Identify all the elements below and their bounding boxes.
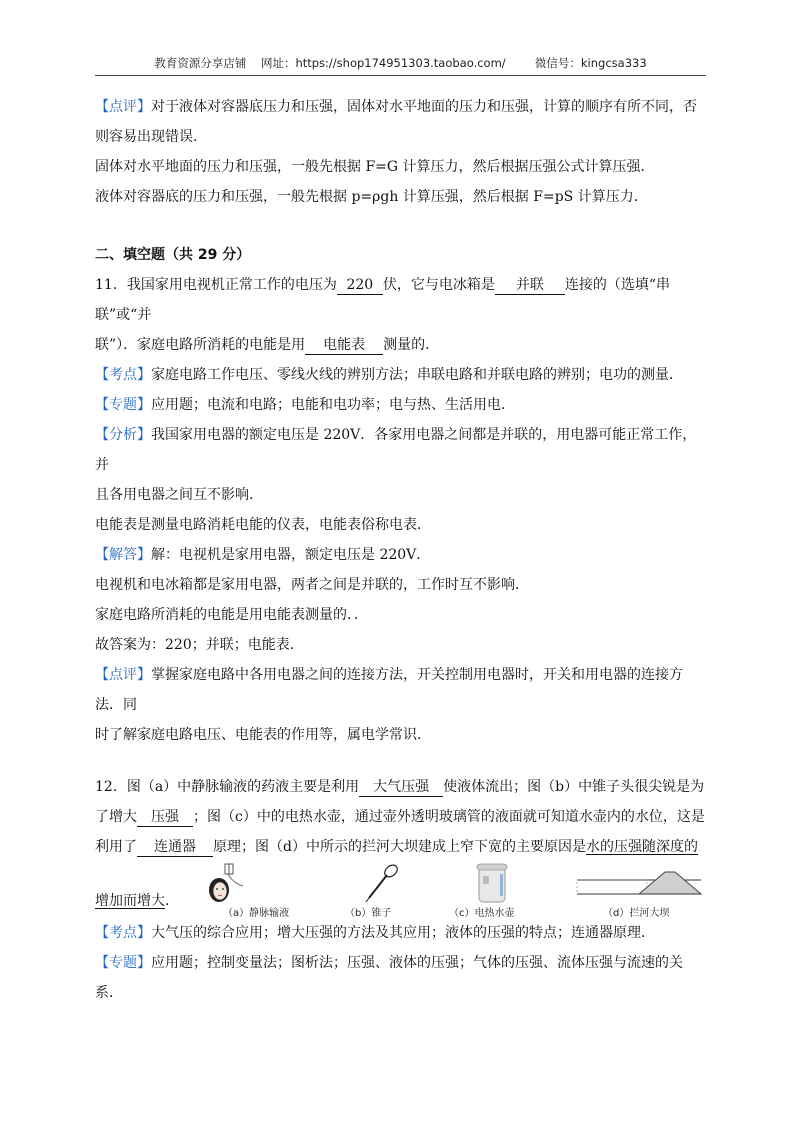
q12-stem-line3: 利用了 连通器 原理；图（d）中所示的拦河大坝建成上窄下宽的主要原因是水的压强随深度的 xyxy=(95,839,698,855)
dam-illustration xyxy=(575,862,705,904)
prev-comment-line2: 则容易出现错误． xyxy=(95,129,207,145)
q12-figures xyxy=(195,862,711,918)
q11-stem-line2: 联”）．家庭电路所消耗的电能是用 电能表 测量的． xyxy=(95,337,440,353)
q11-jieda-line1: 【解答】解：电视机是家用电器，额定电压是 220V． xyxy=(95,547,431,563)
q12-answer-b: 压强 xyxy=(137,808,193,827)
q12-answer-d-part2: 增加而增大 xyxy=(95,893,165,909)
q11-zhuanti: 【专题】应用题；电流和电路；电能和电功率；电与热、生活用电． xyxy=(95,397,515,413)
comment-tag: 【点评】 xyxy=(95,99,151,115)
figure-b xyxy=(335,862,425,918)
q11-jieda-line2: 电视机和电冰箱都是家用电器，两者之间是并联的，工作时互不影响． xyxy=(95,577,529,593)
q11-answer-meter: 电能表 xyxy=(305,336,383,355)
q11-dianping-line2: 时了解家庭电路电压、电能表的作用等，属电学常识． xyxy=(95,727,431,743)
q11-answer-voltage: 220 xyxy=(337,276,383,295)
q12-answer-d-part1: 水的压强随深度的 xyxy=(585,839,698,855)
q11-jieda-line4: 故答案为：220；并联；电能表． xyxy=(95,637,304,653)
q11-fenxi-line2: 且各用电器之间互不影响． xyxy=(95,487,263,503)
figure-b-caption: （b）锥子 xyxy=(345,908,392,919)
figure-d xyxy=(575,862,705,918)
header-divider xyxy=(95,75,706,76)
q11-stem-line1: 11．我国家用电视机正常工作的电压为 220 伏，它与电冰箱是 并联 连接的（选填“串联”或“并 xyxy=(95,277,670,323)
prev-note-liquid: 液体对容器底的压力和压强，一般先根据 p=ρgh 计算压强，然后根据 F=pS 计算压力． xyxy=(95,189,648,205)
q12-stem-line4: 增加而增大． xyxy=(95,893,179,909)
q11-jieda-line3: 家庭电路所消耗的电能是用电能表测量的．． xyxy=(95,607,368,623)
iv-drip-illustration xyxy=(205,862,315,904)
figure-a-caption: （a）静脉输液 xyxy=(223,908,290,919)
q12-zhuanti: 【专题】应用题；控制变量法；图析法；压强、液体的压强；气体的压强、流体压强与流速的关系． xyxy=(95,955,683,1001)
q11-answer-connection: 并联 xyxy=(495,276,565,295)
prev-comment-line1: 【点评】对于液体对容器底压力和压强，固体对水平地面的压力和压强，计算的顺序有所不同，否 xyxy=(95,99,697,115)
section-title: 二、填空题（共 29 分） xyxy=(95,247,251,263)
figure-c xyxy=(445,862,555,918)
q12-figure-row xyxy=(95,862,706,918)
q12-kaodian: 【考点】大气压的综合应用；增大压强的方法及其应用；液体的压强的特点；连通器原理． xyxy=(95,925,655,941)
q11-dianping-line1: 【点评】掌握家庭电路中各用电器之间的连接方法，开关控制用电器时，开关和用电器的连接方法．同 xyxy=(95,667,683,713)
awl-illustration xyxy=(335,862,425,904)
q11-fenxi-line1: 【分析】我国家用电器的额定电压是 220V．各家用电器之间都是并联的，用电器可能正常工作，并 xyxy=(95,427,697,473)
prev-note-solid: 固体对水平地面的压力和压强，一般先根据 F=G 计算压力，然后根据压强公式计算压强． xyxy=(95,159,655,175)
q12-answer-a: 大气压强 xyxy=(359,778,443,797)
figure-a xyxy=(205,862,315,918)
electric-kettle-illustration xyxy=(445,862,555,904)
q11-kaodian: 【考点】家庭电路工作电压、零线火线的辨别方法；串联电路和并联电路的辨别；电功的测量． xyxy=(95,367,683,383)
page-header: 教育资源分享店铺 网址：https://shop174951303.taobao.com/ 微信号：kingcsa333 xyxy=(154,56,647,70)
q11-fenxi-line3: 电能表是测量电路消耗电能的仪表，电能表俗称电表． xyxy=(95,517,431,533)
figure-d-caption: （d）拦河大坝 xyxy=(603,908,670,919)
q12-answer-c: 连通器 xyxy=(137,838,213,857)
q12-stem-line1: 12．图（a）中静脉输液的药液主要是利用 大气压强 使液体流出；图（b）中锥子头很尖锐是为 xyxy=(95,779,705,795)
figure-c-caption: （c）电热水壶 xyxy=(449,908,515,919)
document-body xyxy=(95,92,706,1008)
q12-stem-line2: 了增大 压强 ；图（c）中的电热水壶，通过壶外透明玻璃管的液面就可知道水壶内的水位，这是 xyxy=(95,809,705,825)
